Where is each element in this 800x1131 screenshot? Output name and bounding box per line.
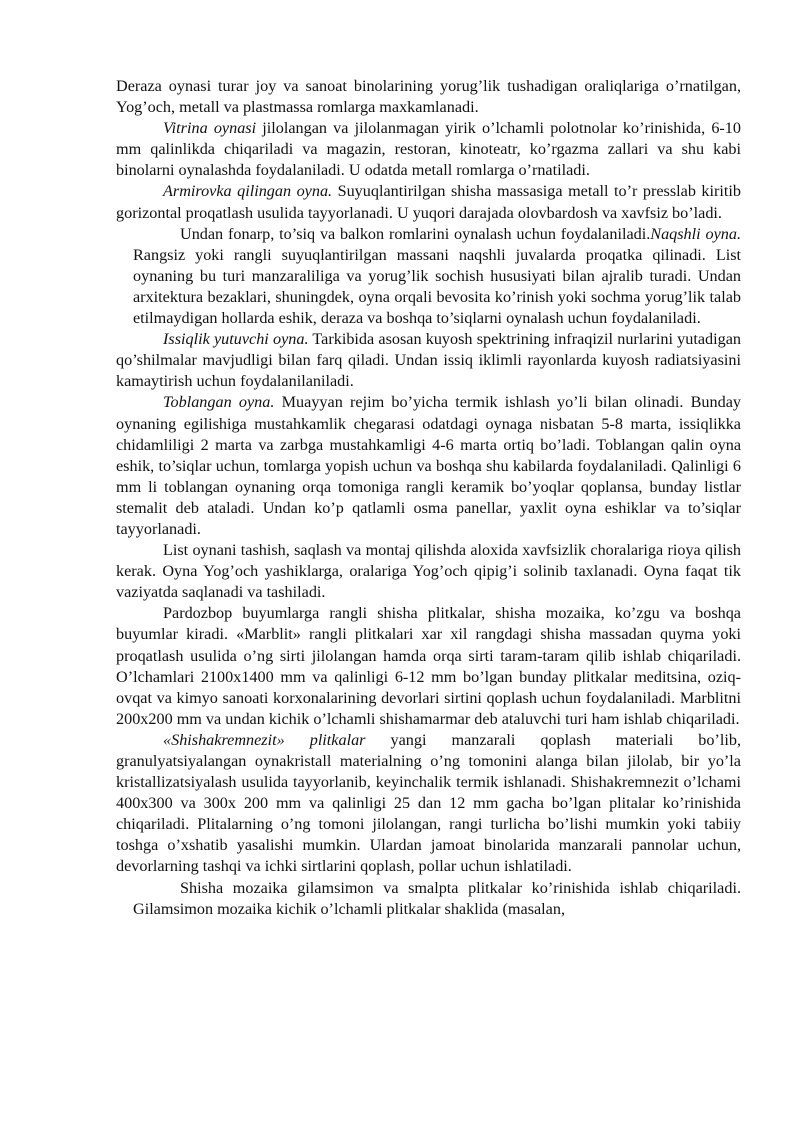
- paragraph-text: Pardozbop buyumlarga rangli shisha plitkalar, shisha mozaika, ko’zgu va boshqa buyumlar kiradi. «Marblit» rangli plitkalari xar xil rangdagi shisha massadan quyma yoki proqatlash usulida o’ng sirti jilolangan hamda orqa sirti taram-taram qilib ishlab chiqariladi. O’lchamlari 2100x1400 mm va qalinligi 6-12 mm bo’lgan bunday plitkalar meditsina, oziq-ovqat va kimyo sanoati korxonalarining devorlari sirtini qoplash uchun foydalaniladi. Marblitni 200x200 mm va undan kichik o’lchamli shishamarmar deb ataluvchi turi ham ishlab chiqariladi.: [116, 604, 741, 728]
- document-page: [116, 76, 741, 920]
- paragraph-heat-absorbing-glass: [116, 329, 741, 392]
- term-heat-absorbing-glass: Issiqlik yutuvchi oyna.: [163, 330, 309, 349]
- paragraph-text: Rangsiz yoki rangli suyuqlantirilgan massani naqshli juvalarda proqatka qilinadi. List oynaning bu turi manzaraliliga va yorug’lik sochish hususiyati bilan ajralib turadi. Undan arxitektura bezaklari, shuningdek, oyna orqali bevosita ko’rinish yoki sochma yorug’lik talab etilmaydigan hollarda eshik, deraza va boshqa to’siqlarni oynalash uchun foydalaniladi.: [133, 245, 741, 328]
- paragraph-text: yangi manzarali qoplash materiali bo’lib, granulyatsiyalangan oynakristall materialning o’ng tomonini alanga bilan jilolab, bir yo’la kristallizatsiyalash usulida tayyorlanib, keyinchalik termik ishlanadi. Shishakremnezit o’lchami 400x300 va 300x 200 mm va qalinligi 25 dan 12 mm gacha bo’lgan plitalar ko’rinishida chiqariladi. Plitalarning o’ng tomoni jilolangan, rangi turlicha bo’lishi mumkin yoki tabiiy toshga o’xshatib yasalishi mumkin. Ulardan jamoat binolarida manzarali pannolar uchun, devorlarning tashqi va ichki sirtlarini qoplash, pollar uchun ishlatiladi.: [116, 730, 741, 876]
- paragraph-text: Muayyan rejim bo’yicha termik ishlash yo’li bilan olinadi. Bunday oynaning egilishiga mustahkamlik chegarasi odatdagi oynaga nisbatan 5-8 marta, issiqlikka chidamliligi 2 marta va zarbga mustahkamligi 4-6 marta ortiq bo’ladi. Toblangan qalin oyna eshik, to’siqlar uchun, tomlarga yopish uchun va boshqa shu kabilarda foydalaniladi. Qalinligi 6 mm li toblangan oynaning orqa tomoniga rangli keramik bo’yoqlar qoplansa, bunday listlar stemalit deb ataladi. Undan ko’p qatlamli osma panellar, yaxlit oyna eshiklar va to’siqlar tayyorlanadi.: [116, 393, 741, 538]
- paragraph-text: Shisha mozaika gilamsimon va smalpta plitkalar ko’rinishida ishlab chiqariladi. Gilamsimon mozaika kichik o’lchamli plitkalar shaklida (masalan,: [133, 878, 741, 918]
- paragraph-window-glass: [116, 76, 741, 118]
- term-tempered-glass: Toblangan oyna.: [163, 393, 275, 412]
- paragraph-text: jilolangan va jilolanmagan yirik o’lchamli polotnolar ko’rinishida, 6-10 mm qalinlikda chiqariladi va magazin, restoran, kinoteatr, ko’rgazma zallari va shu kabi binolarni oynalashda foydalaniladi. U odatda metall romlarga o’rnatiladi.: [116, 119, 741, 180]
- paragraph-text: Undan fonarp, to’siq va balkon romlarini oynalash uchun foydalaniladi.: [180, 224, 651, 243]
- paragraph-glass-mosaic: [116, 878, 741, 920]
- paragraph-showcase-glass: [116, 118, 741, 181]
- term-patterned-glass: Naqshli oyna.: [650, 224, 741, 243]
- paragraph-tempered-glass: [116, 392, 741, 540]
- paragraph-shishakremnezit: [116, 730, 741, 878]
- term-shishakremnezit: «Shishakremnezit» plitkalar: [163, 730, 366, 749]
- paragraph-reinforced-glass: [116, 181, 741, 223]
- paragraph-text: Deraza oynasi turar joy va sanoat binolarining yorug’lik tushadigan oraliqlariga o’rnatilgan, Yog’och, metall va plastmassa romlarga maxkamlanadi.: [116, 77, 741, 117]
- paragraph-text: List oynani tashish, saqlash va montaj qilishda aloxida xavfsizlik choralariga rioya qilish kerak. Oyna Yog’och yashiklarga, oralariga Yog’och qipig’i solinib taxlanadi. Oyna faqat tik vaziyatda saqlanadi va tashiladi.: [116, 541, 741, 602]
- paragraph-storage-safety: [116, 540, 741, 603]
- term-showcase-glass: Vitrina oynasi: [163, 119, 257, 138]
- paragraph-text: Tarkibida asosan kuyosh spektrining infraqizil nurlarini yutadigan qo’shilmalar mavjudligi bilan farq qiladi. Undan issiq iklimli rayonlarda kuyosh radiatsiyasini kamaytirish uchun foydalanilaniladi.: [116, 330, 741, 391]
- paragraph-patterned-glass: [116, 224, 741, 329]
- paragraph-finishing-products: [116, 603, 741, 730]
- paragraph-text: Suyuqlantirilgan shisha massasiga metall to’r presslab kiritib gorizontal proqatlash usulida tayyorlanadi. U yuqori darajada olovbardosh va xavfsiz bo’ladi.: [116, 182, 741, 222]
- term-reinforced-glass: Armirovka qilingan oyna.: [163, 182, 333, 201]
